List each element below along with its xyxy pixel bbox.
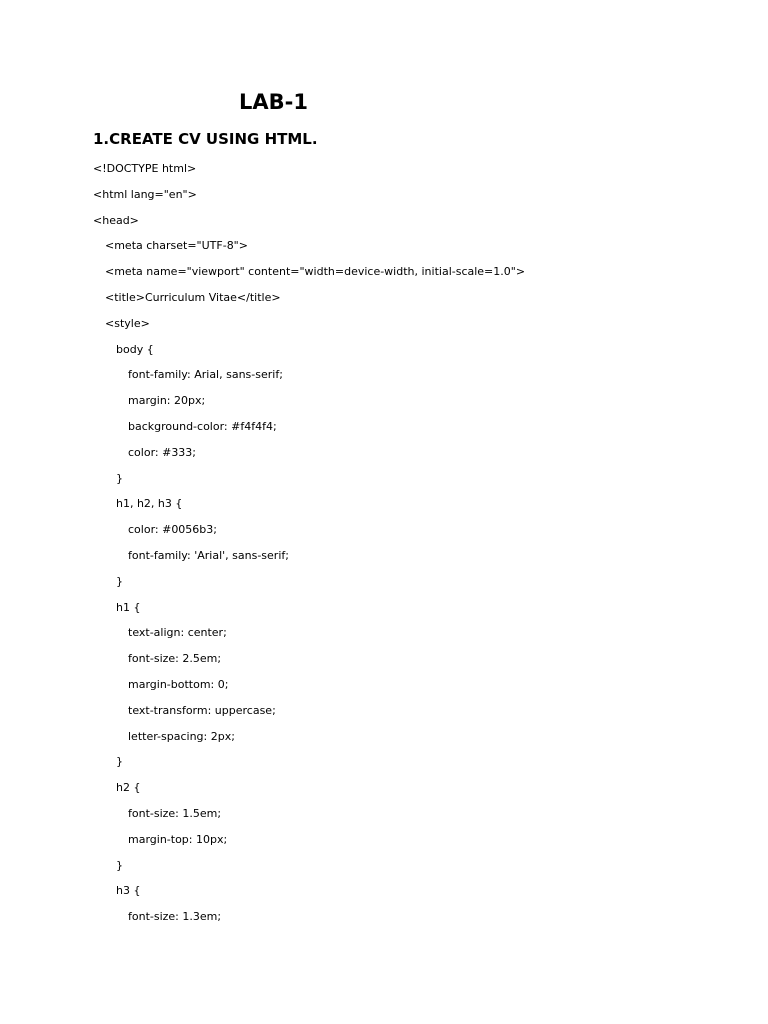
code-line: body { [116,342,154,356]
code-line: margin: 20px; [128,394,206,408]
code-line: font-family: Arial, sans-serif; [128,368,283,382]
code-line: font-family: 'Arial', sans-serif; [128,548,289,562]
code-listing [93,160,525,934]
code-line: letter-spacing: 2px; [128,729,235,743]
code-line: margin-top: 10px; [128,832,228,846]
code-line: } [116,755,123,769]
code-line: margin-bottom: 0; [128,677,229,691]
code-line: <head> [93,213,139,227]
code-line: font-size: 1.5em; [128,806,222,820]
code-line: <style> [105,316,150,330]
section-heading: 1.CREATE CV USING HTML. [93,130,318,148]
code-line: <meta name="viewport" content="width=device-width, initial-scale=1.0"> [105,265,526,279]
code-line: color: #0056b3; [128,523,217,537]
code-line: h3 { [116,884,141,898]
code-line: <!DOCTYPE html> [93,162,197,175]
code-line: color: #333; [128,445,197,459]
code-line: <meta charset="UTF-8"> [105,239,248,253]
code-line: } [116,574,123,588]
code-line: } [116,471,123,485]
code-line: text-transform: uppercase; [128,703,276,717]
code-line: font-size: 2.5em; [128,652,222,666]
code-line: font-size: 1.3em; [128,910,222,924]
code-line: h1, h2, h3 { [116,497,183,511]
code-line: <html lang="en"> [93,187,197,201]
code-line: text-align: center; [128,626,227,640]
code-line: } [116,858,123,872]
document-title: LAB-1 [239,90,308,114]
code-line: background-color: #f4f4f4; [128,419,277,433]
code-line: h2 { [116,781,141,795]
code-line: h1 { [116,600,141,614]
code-line: <title>Curriculum Vitae</title> [105,290,281,304]
